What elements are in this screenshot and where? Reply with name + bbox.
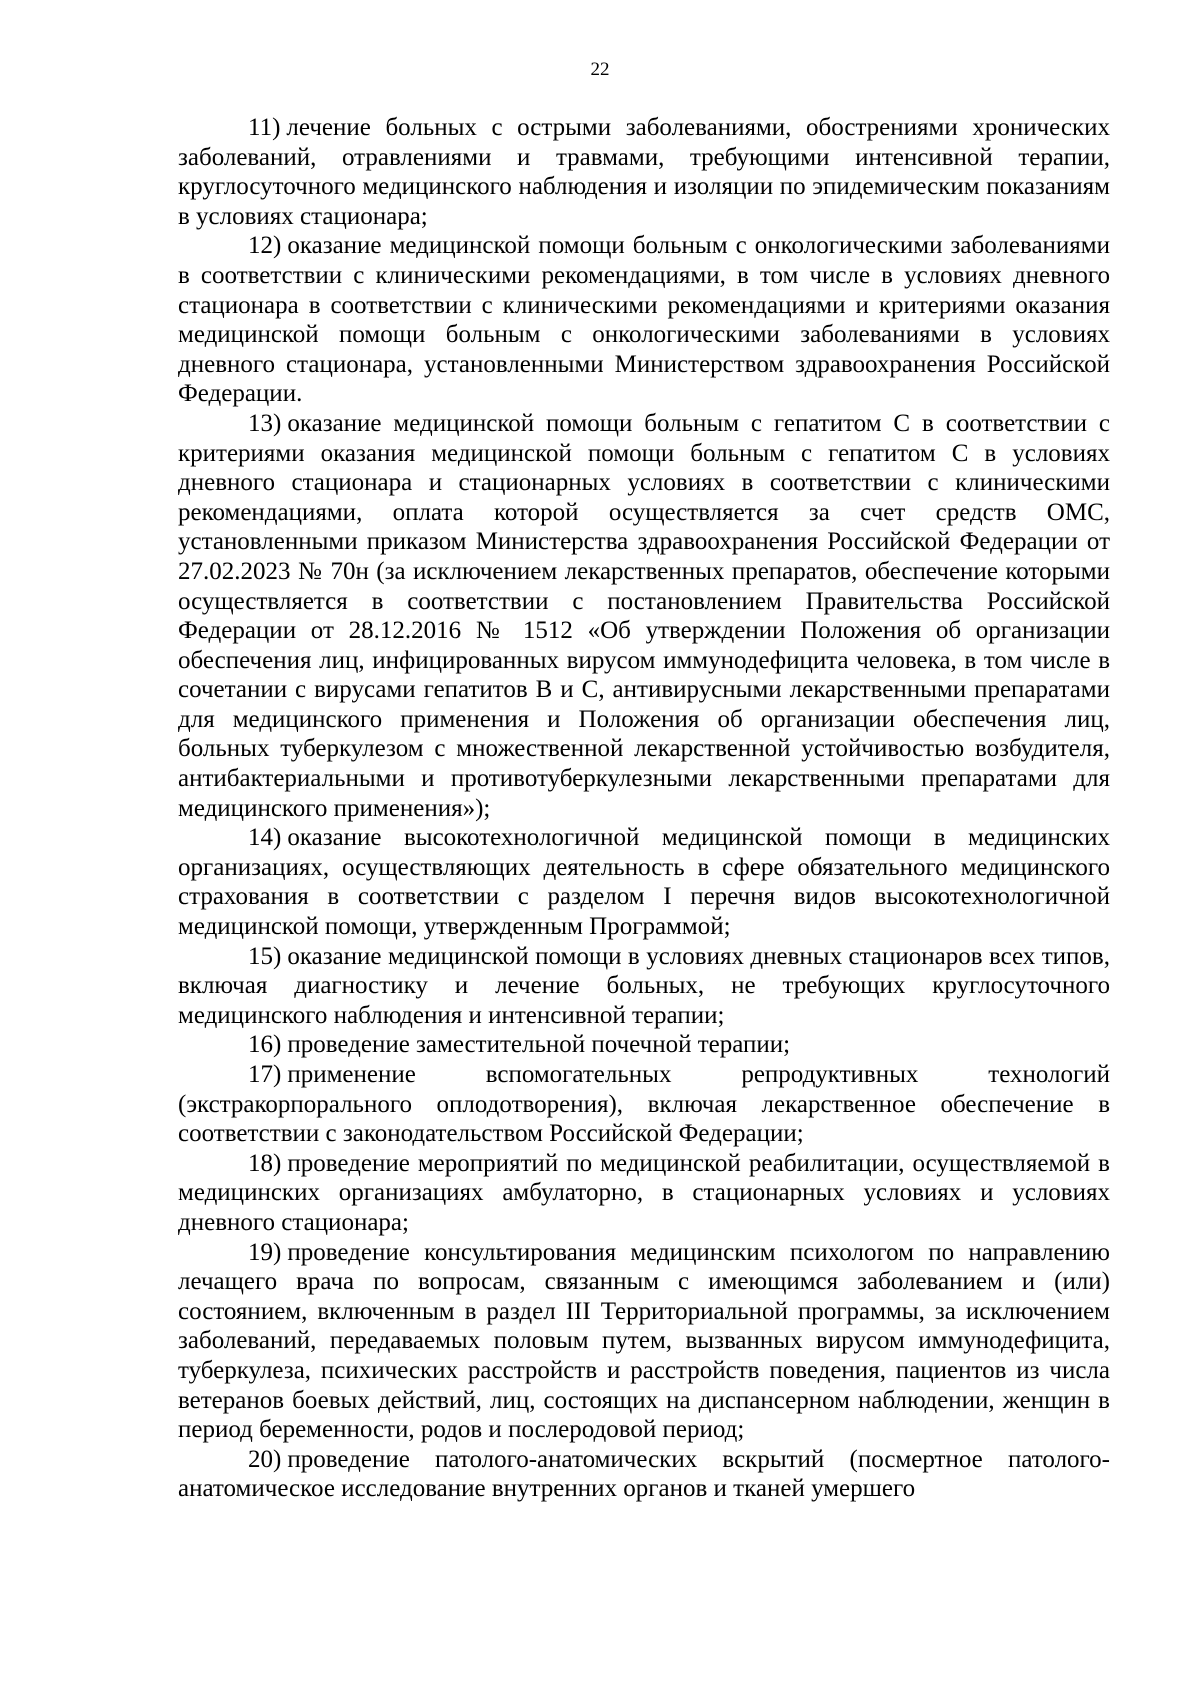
- item-number: 13): [248, 409, 282, 437]
- item-number: 14): [248, 824, 282, 852]
- item-number: 18): [248, 1149, 282, 1177]
- document-body: [178, 113, 1110, 1504]
- list-item-15: [178, 942, 1110, 1031]
- item-number: 11): [248, 114, 281, 141]
- list-item-19: [178, 1238, 1110, 1445]
- item-text: проведение заместительной почечной терапии;: [287, 1031, 791, 1059]
- list-item-14: [178, 823, 1110, 941]
- item-text: лечение больных с острыми заболеваниями, обострениями хронических заболеваний, отравлениями и травмами, требующими интенсивной терапии, круглосуточного медицинского наблюдения и изоляции по эпидемическим показаниям в условиях стационара;: [178, 114, 1110, 230]
- item-number: 16): [248, 1031, 282, 1059]
- item-text: оказание высокотехнологичной медицинской помощи в медицинских организациях, осуществляющих деятельность в сфере обязательного медицинского страхования в соответствии с разделом I перечня видов высокотехнологичной медицинской помощи, утвержденным Программой;: [178, 824, 1110, 941]
- item-text: проведение патолого-анатомических вскрытий (посмертное патолого-анатомическое исследование внутренних органов и тканей умершего: [178, 1445, 1110, 1503]
- item-number: 20): [248, 1445, 282, 1473]
- item-text: оказание медицинской помощи больным с онкологическими заболеваниями в соответствии с клиническими рекомендациями, в том числе в условиях дневного стационара в соответствии с клиническими рекомендациями и критериями оказания медицинской помощи больным с онкологическими заболеваниями в условиях дневного стационара, установленными Министерством здравоохранения Российской Федерации.: [178, 232, 1110, 408]
- list-item-20: [178, 1445, 1110, 1504]
- item-number: 15): [248, 942, 282, 970]
- item-text: оказание медицинской помощи в условиях дневных стационаров всех типов, включая диагностику и лечение больных, не требующих круглосуточного медицинского наблюдения и интенсивной терапии;: [178, 942, 1110, 1029]
- item-number: 17): [248, 1061, 282, 1088]
- item-text: проведение консультирования медицинским психологом по направлению лечащего врача по вопросам, связанным с имеющимся заболеванием и (или) состоянием, включенным в раздел III Территориальной программы, за исключением заболеваний, передаваемых половым путем, вызванных вирусом иммунодефицита, туберкулеза, психических расстройств и расстройств поведения, пациентов из числа ветеранов боевых действий, лиц, состоящих на диспансерном наблюдении, женщин в период беременности, родов и послеродовой период;: [178, 1238, 1110, 1444]
- item-text: оказание медицинской помощи больным с гепатитом С в соответствии с критериями оказания медицинской помощи больным с гепатитом С в условиях дневного стационара и стационарных условиях в соответствии с клиническими рекомендациями, оплата которой осуществляется за счет средств ОМС, установленными приказом Министерства здравоохранения Российской Федерации от 27.02.2023 № 70н (за исключением лекарственных препаратов, обеспечение которыми осуществляется в соответствии с постановлением Правительства Российской Федерации от 28.12.2016 № 1512 «Об утверждении Положения об организации обеспечения лиц, инфицированных вирусом иммунодефицита человека, в том числе в сочетании с вирусами гепатитов B и C, антивирусными лекарственными препаратами для медицинского применения и Положения об организации обеспечения лиц, больных туберкулезом с множественной лекарственной устойчивостью возбудителя, антибактериальными и противотуберкулезными лекарственными препаратами для медицинского применения»);: [178, 409, 1110, 822]
- list-item-16: [178, 1030, 1110, 1060]
- item-text: проведение мероприятий по медицинской реабилитации, осуществляемой в медицинских организациях амбулаторно, в стационарных условиях и условиях дневного стационара;: [178, 1149, 1110, 1236]
- list-item-12: [178, 231, 1110, 409]
- page-number: 22: [590, 59, 610, 80]
- item-number: 12): [248, 232, 282, 260]
- list-item-11: [178, 113, 1110, 231]
- item-text: применение вспомогательных репродуктивных технологий (экстракорпорального оплодотворения), включая лекарственное обеспечение в соответствии с законодательством Российской Федерации;: [178, 1061, 1110, 1148]
- list-item-18: [178, 1149, 1110, 1238]
- list-item-17: [178, 1060, 1110, 1149]
- list-item-13: [178, 409, 1110, 823]
- item-number: 19): [248, 1238, 282, 1266]
